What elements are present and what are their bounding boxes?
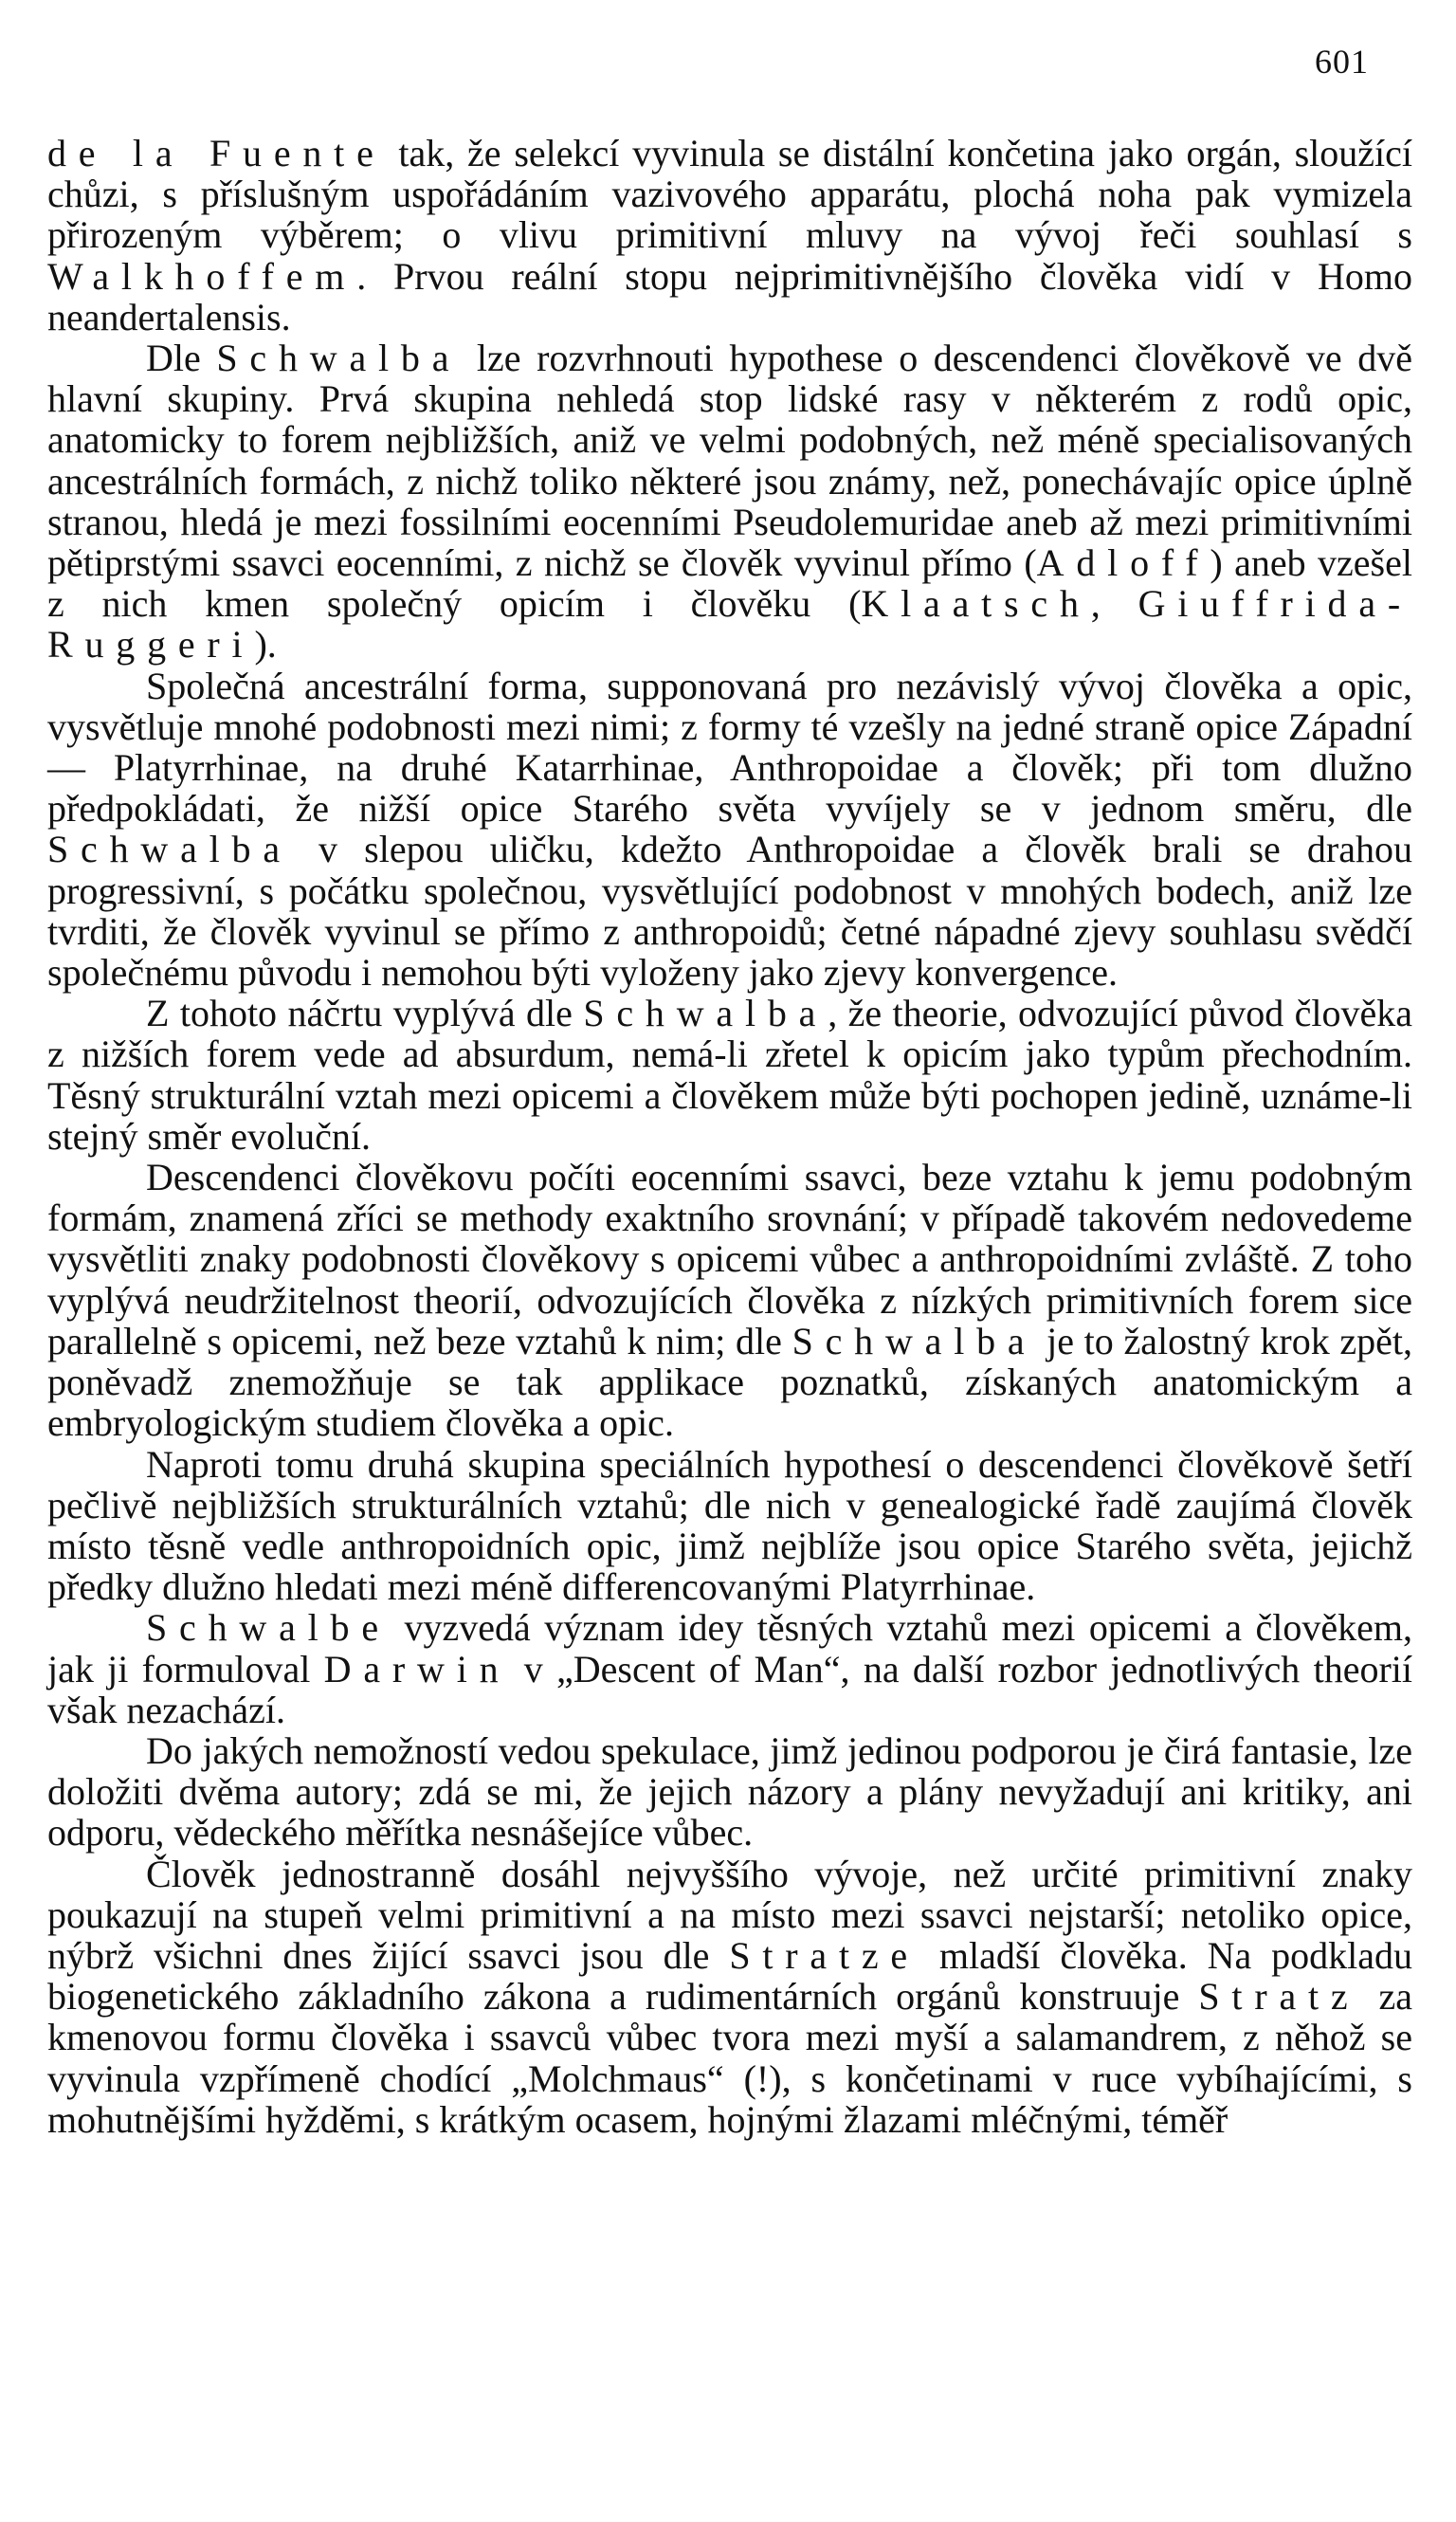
text-run: Člověk jednostranně dosáhl nejvyššího vývoje, než určité primitivní znaky poukazují na stupeň velmi primitivní a na místo mezi ssavci nejstarší; netoliko opice, nýbrž všichni dnes žijící ssavci jsou dle xyxy=(47,1852,1412,1977)
text-run: ) aneb vzešel z nich kmen společný opicím i člověku ( xyxy=(47,541,1412,626)
author-name: Schwalba xyxy=(216,337,462,380)
text-run: mladší člověka. Na podkladu biogenetického základního zákona a rudimentárních orgánů konstruuje xyxy=(47,1933,1413,2019)
text-run: v slepou uličku, kdežto Anthropoidae a člověk brali se drahou progressivní, s počátku společnou, vysvětlující podobnost v mnohých bodech, aniž lze tvrditi, že člověk vyvinul se přímo z anthropoidů; četné nápadné zjevy souhlasu svědčí společnému původu i nemohou býti vyloženy jako zjevy konvergence. xyxy=(47,828,1412,995)
text-run: Naproti tomu druhá skupina speciálních hypothesí o descendenci člověkově šetří pečlivě nejbližších strukturálních vztahů; dle nich v genealogické řadě zaujímá člověk místo těsně vedle anthropoidních opic, jimž nejblíže jsou opice Starého světa, jejichž předky dlužno hledati mezi méně differencovanými Platyrrhinae. xyxy=(47,1442,1412,1609)
paragraph xyxy=(47,993,1412,1157)
text-run: Descendenci člověkovu počíti eocenními ssavci, beze vztahu k jemu podobným formám, znamená zříci se methody exaktního srovnání; v případě takovém nedovedeme vysvětliti znaky podobnosti člověkovy s opicemi vůbec a anthropoidními zvláště. Z toho vyplývá neudržitelnost theorií, odvozujících člověka z nízkých primitivních forem sice parallelně s opicemi, než beze vztahů k nim; dle xyxy=(47,1156,1412,1362)
text-run: vyzvedá význam idey těsných vztahů mezi opicemi a člověkem, jak ji formuloval xyxy=(47,1606,1412,1690)
author-name: Klaatsch xyxy=(861,582,1091,626)
text-run: , že theorie, odvozující původ člověka z nižších forem vede ad absurdum, nemá-li zřetel k opicím jako typům přechodním. Těsný strukturální vztah mezi opicemi a člověkem může býti pochopen jedině, uznáme-li stejný směr evoluční. xyxy=(47,992,1412,1158)
text-run: , xyxy=(1090,582,1138,626)
paragraph xyxy=(47,338,1412,666)
text-run: lze rozvrhnouti hypothese o descendenci člověkově ve dvě hlavní skupiny. Prvá skupina nehledá stop lidské rasy v některém z rodů opic, anatomicky to forem nejbližších, aniž ve velmi podobných, než méně specialisovaných ancestrálních formách, z nichž toliko některé jsou známy, než, ponechávajíc opice úplně stranou, hledá je mezi fossilními eocenními Pseudolemuridae aneb až mezi primitivními pětiprstými ssavci eocenními, z nichž se člověk vyvinul přímo ( xyxy=(47,337,1412,585)
paragraph xyxy=(47,666,1412,994)
text-run: za kmenovou formu člověka i ssavců vůbec tvora mezi myší a salamandrem, z něhož se vyvinula vzpřímeně chodící „Molchmaus“ (!), s končetinami v ruce vybíhajícími, s mohutnějšími hyžděmi, s krátkým ocasem, hojnými žlazami mléčnými, téměř xyxy=(47,1975,1412,2141)
page-number: 601 xyxy=(1315,43,1369,81)
text-body xyxy=(47,133,1412,2140)
author-name: Stratze xyxy=(729,1933,919,1977)
text-run: v „Descent of Man“, na další rozbor jednotlivých theorií však nezachází. xyxy=(47,1647,1413,1731)
author-name: Schwalbe xyxy=(146,1606,391,1650)
text-run: Dle xyxy=(146,337,217,380)
paragraph xyxy=(47,1444,1412,1608)
text-run: je to žalostný krok zpět, poněvadž znemožňuje se tak applikace poznatků, získaných anatomickým a embryologickým studiem člověka a opic. xyxy=(47,1319,1412,1445)
text-run: ). xyxy=(254,623,277,667)
paragraph xyxy=(47,133,1412,338)
author-name: Giuffrida-Ruggeri xyxy=(47,582,1413,667)
text-run: Z tohoto náčrtu vyplývá dle xyxy=(146,992,584,1035)
paragraph xyxy=(47,1607,1412,1730)
paragraph xyxy=(47,1157,1412,1443)
text-run: . Prvou reální stopu nejprimitivnějšího člověka vidí v Homo neandertalensis. xyxy=(47,254,1412,338)
author-name: de la Fuente xyxy=(47,132,386,174)
author-name: Schwalba xyxy=(583,992,828,1035)
author-name: Walkhoffem xyxy=(47,254,357,298)
text-run: tak, že selekcí vyvinula se distální končetina jako orgán, sloužící chůzi, s příslušným uspořádáním vazivového apparátu, plochá noha pak vymizela přirozeným výběrem; o vlivu primitivní mluvy na vývoj řeči souhlasí s xyxy=(47,132,1412,257)
author-name: Stratz xyxy=(1198,1975,1360,2019)
author-name: Schwalba xyxy=(792,1319,1037,1362)
author-name: Adloff xyxy=(1036,541,1210,585)
text-run: Do jakých nemožností vedou spekulace, jimž jedinou podporou je čirá fantasie, lze doložiti dvěma autory; zdá se mi, že jejich názory a plány nevyžadují ani kritiky, ani odporu, vědeckého měřítka nesnášejíce vůbec. xyxy=(47,1728,1412,1855)
paragraph xyxy=(47,1730,1412,1854)
text-run: Společná ancestrální forma, supponovaná pro nezávislý vývoj člověka a opic, vysvětluje mnohé podobnosti mezi nimi; z formy té vzešly na jedné straně opice Západní — Platyrrhinae, na druhé Katarrhinae, Anthropoidae a člověk; při tom dlužno předpokládati, že nižší opice Starého světa vyvíjely se v jednom směru, dle xyxy=(47,664,1412,831)
author-name: Schwalba xyxy=(47,828,292,871)
author-name: Darwin xyxy=(323,1647,511,1690)
paragraph xyxy=(47,1854,1412,2140)
